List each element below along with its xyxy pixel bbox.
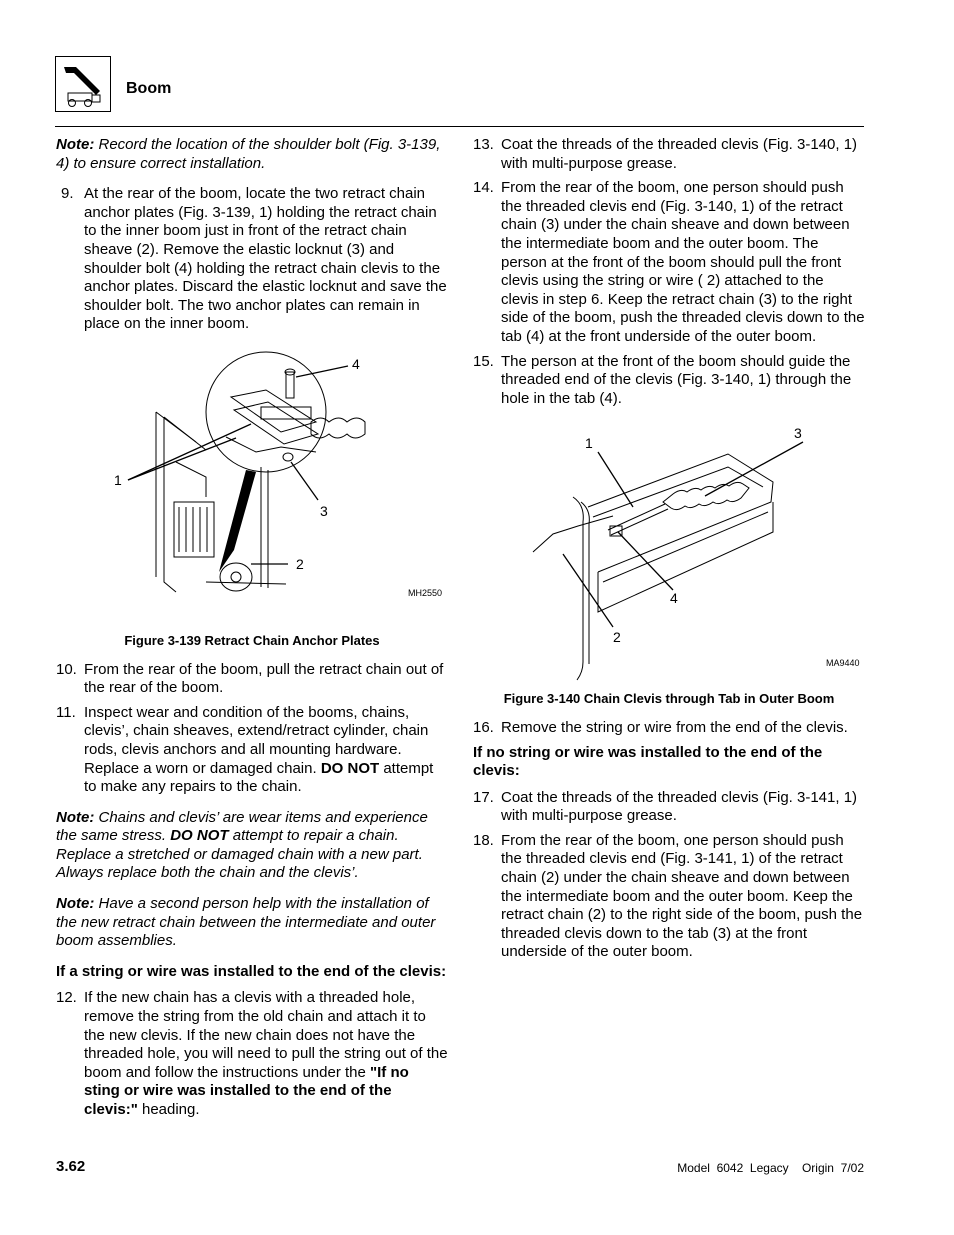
heading-string-installed: If a string or wire was installed to the end of the clevis:: [56, 962, 447, 980]
step-11: 11. Inspect wear and condition of the booms, chains, clevis’, chain sheaves, extend/retract cylinder, chain rods, clevis anchors and all mounting hardware. Replace a worn or damaged chain. DO NOT attempt to make any repairs to the chain.: [56, 703, 434, 796]
callout-1: 1: [114, 471, 122, 488]
callout-2: 2: [296, 555, 304, 572]
note-shoulder-bolt: Note: Record the location of the shoulder bolt (Fig. 3-139, 4) to ensure correct installation.: [56, 136, 441, 172]
figure-3-139: [56, 352, 448, 622]
heading-no-string: If no string or wire was installed to the end of the clevis:: [473, 743, 823, 780]
callout-3: 3: [320, 502, 328, 519]
callout-3: 3: [794, 425, 802, 442]
page-number: 3.62: [56, 1158, 86, 1175]
step-18: 18. From the rear of the boom, one person should push the threaded clevis end (Fig. 3-141, 1) of the retract chain (2) under the chain sheave and down between the intermediate boom and the outer boom. Keep the retract chain (2) to the right side of the boom, push the threaded clevis down to the tab (3) at the front underside of the outer boom.: [473, 831, 863, 961]
boom-lift-icon: [55, 56, 111, 112]
step-14: 14. From the rear of the boom, one person should push the threaded clevis end (Fig. 3-140, 1) of the retract chain (3) under the chain sheave and down between the intermediate boom and the outer boom. The person at the front of the boom should pull the front clevis using the string or wire ( 2) attached to the clevis in step 6. Keep the retract chain (3) to the right side of the boom, push the threaded clevis down to the tab (4) at the front underside of the outer boom.: [473, 179, 865, 345]
model-info: Model 6042 Legacy Origin 7/02: [677, 1161, 864, 1175]
figure-3-140-caption: Figure 3-140 Chain Clevis through Tab in Outer Boom: [503, 691, 835, 707]
callout-1: 1: [585, 435, 593, 452]
step-15: 15. The person at the front of the boom should guide the threaded end of the clevis (Fig. 3-140, 1) through the hole in the tab (4).: [473, 352, 852, 407]
left-column: [56, 136, 448, 1126]
chain-clevis-through-tab-illustration: [473, 422, 865, 682]
figure-3-139-caption: Figure 3-139 Retract Chain Anchor Plates: [124, 632, 380, 648]
step-16: 16. Remove the string or wire from the end of the clevis.: [473, 718, 848, 736]
note-second-person: Note: Have a second person help with the installation of the new retract chain between the intermediate and outer boom assemblies.: [56, 895, 436, 950]
callout-2: 2: [613, 629, 621, 646]
section-title: Boom: [126, 80, 172, 97]
step-12: 12. If the new chain has a clevis with a threaded hole, remove the string from the old chain and attach it to the new clevis. If the new chain does not have the threaded hole, you will need to pull the string out of the boom and follow the instructions under the "If no sting or wire was installed to the end of the clevis:" heading.: [56, 989, 448, 1118]
figure-3-140: [473, 422, 865, 682]
step-17: 17. Coat the threads of the threaded clevis (Fig. 3-141, 1) with multi-purpose grease.: [473, 788, 858, 825]
callout-4: 4: [352, 355, 360, 372]
step-10: 10. From the rear of the boom, pull the retract chain out of the rear of the boom.: [56, 660, 444, 697]
step-13: 13. Coat the threads of the threaded clevis (Fig. 3-140, 1) with multi-purpose grease.: [473, 136, 858, 172]
figure-code: MA9440: [826, 658, 860, 669]
callout-4: 4: [670, 590, 678, 607]
header-rule: [55, 126, 864, 127]
right-column: [473, 136, 865, 968]
figure-code: MH2550: [408, 587, 443, 598]
note-chains-wear: Note: Chains and clevis’ are wear items and experience the same stress. DO NOT attempt to repair a chain. Replace a stretched or damaged chain with a new part. Always replace both the chain and the clevis’.: [56, 808, 428, 882]
step-9: 9. At the rear of the boom, locate the two retract chain anchor plates (Fig. 3-139, 1) holding the retract chain to the inner boom just in front of the retract chain sheave (2). Remove the elastic locknut (3) and shoulder bolt (4) holding the retract chain clevis to the anchor plates. Discard the elastic locknut and save the shoulder bolt. The two anchor plates can remain in place on the inner boom.: [61, 185, 447, 333]
